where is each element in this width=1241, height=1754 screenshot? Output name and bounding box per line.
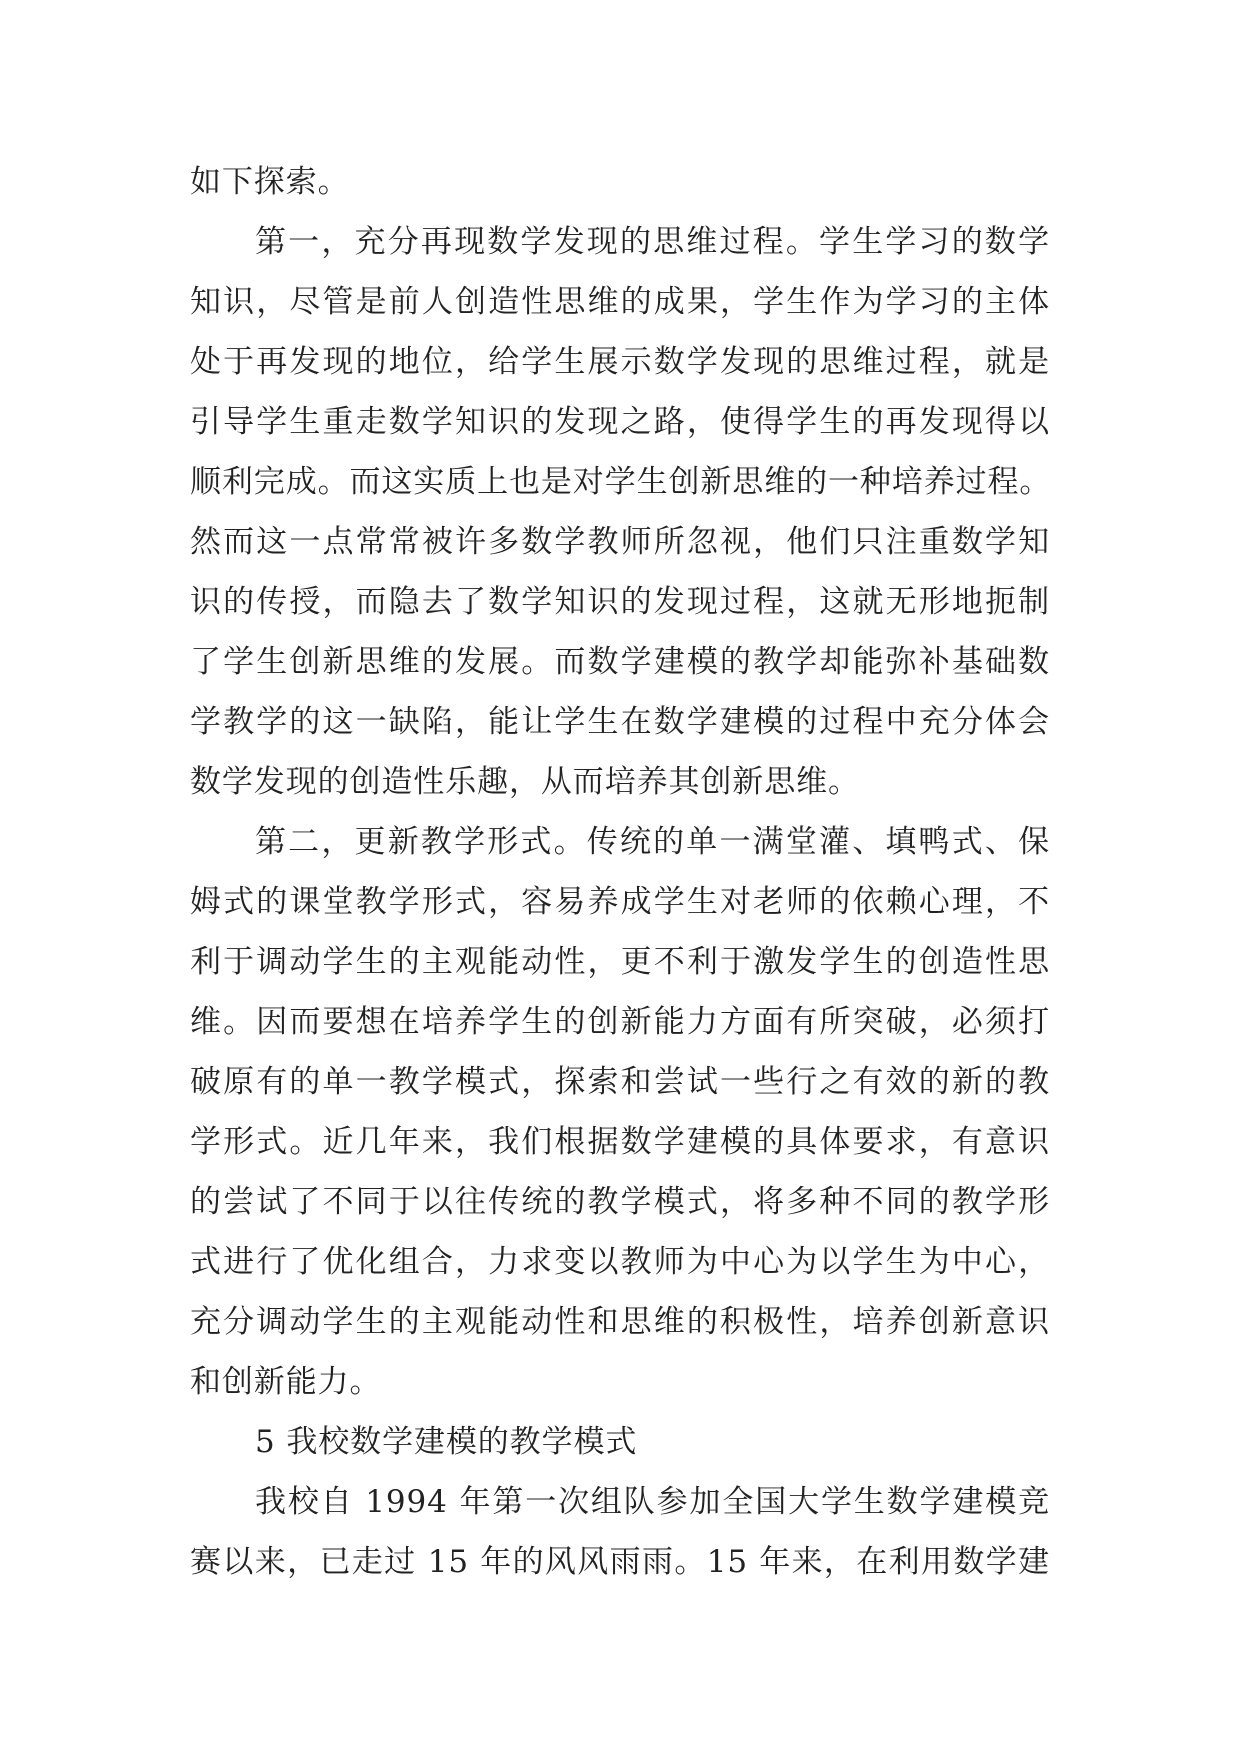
text-line: 数学发现的创造性乐趣，从而培养其创新思维。 <box>190 764 860 800</box>
text-line: 的尝试了不同于以往传统的教学模式，将多种不同的教学形 <box>190 1184 1050 1220</box>
paragraph-first-line: 第一，充分再现数学发现的思维过程。学生学习的数学 <box>255 224 1050 260</box>
text-line: 维。因而要想在培养学生的创新能力方面有所突破，必须打 <box>190 1004 1050 1040</box>
text-line: 顺利完成。而这实质上也是对学生创新思维的一种培养过程。 <box>190 464 1052 500</box>
section-heading: 5 我校数学建模的教学模式 <box>255 1424 638 1460</box>
text-line: 姆式的课堂教学形式，容易养成学生对老师的依赖心理，不 <box>190 884 1050 920</box>
text-line: 处于再发现的地位，给学生展示数学发现的思维过程，就是 <box>190 344 1050 380</box>
text-line: 赛以来，已走过 15 年的风风雨雨。15 年来，在利用数学建 <box>190 1544 1050 1580</box>
text-line: 了学生创新思维的发展。而数学建模的教学却能弥补基础数 <box>190 644 1050 680</box>
text-line: 识的传授，而隐去了数学知识的发现过程，这就无形地扼制 <box>190 584 1050 620</box>
paragraph-first-line: 我校自 1994 年第一次组队参加全国大学生数学建模竞 <box>255 1484 1050 1520</box>
text-line: 式进行了优化组合，力求变以教师为中心为以学生为中心， <box>190 1244 1050 1280</box>
text-line: 破原有的单一教学模式，探索和尝试一些行之有效的新的教 <box>190 1064 1050 1100</box>
text-line: 然而这一点常常被许多数学教师所忽视，他们只注重数学知 <box>190 524 1050 560</box>
text-line: 充分调动学生的主观能动性和思维的积极性，培养创新意识 <box>190 1304 1050 1340</box>
text-line: 如下探索。 <box>190 164 350 200</box>
text-line: 利于调动学生的主观能动性，更不利于激发学生的创造性思 <box>190 944 1050 980</box>
text-line: 学教学的这一缺陷，能让学生在数学建模的过程中充分体会 <box>190 704 1050 740</box>
text-line: 知识，尽管是前人创造性思维的成果，学生作为学习的主体 <box>190 284 1050 320</box>
paragraph-first-line: 第二，更新教学形式。传统的单一满堂灌、填鸭式、保 <box>255 824 1050 860</box>
text-line: 学形式。近几年来，我们根据数学建模的具体要求，有意识 <box>190 1124 1050 1160</box>
text-line: 和创新能力。 <box>190 1364 382 1400</box>
text-line: 引导学生重走数学知识的发现之路，使得学生的再发现得以 <box>190 404 1050 440</box>
